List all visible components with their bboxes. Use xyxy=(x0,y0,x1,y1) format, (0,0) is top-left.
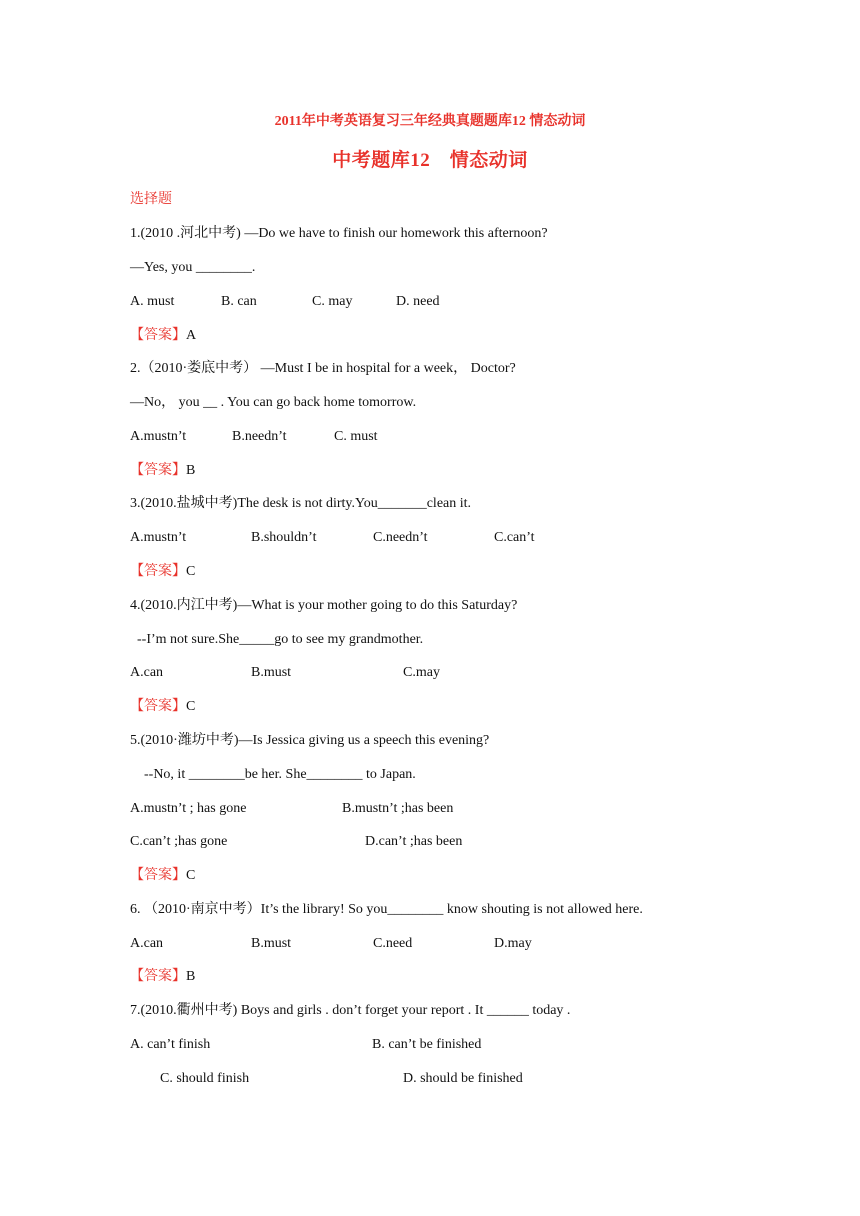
question-6-answer xyxy=(130,967,195,987)
question-6-option-a: A.can xyxy=(130,936,164,951)
question-5-stem: 5.(2010·潍坊中考)—Is Jessica giving us a speech this evening? xyxy=(130,733,490,748)
answer-tag: 【答案】 xyxy=(130,868,186,883)
answer-value: B xyxy=(186,969,196,984)
answer-value: C xyxy=(186,564,196,579)
question-7-option-b: B. can’t be finished xyxy=(372,1037,482,1052)
question-5-option-d: D.can’t ;has been xyxy=(365,834,463,849)
question-3-option-b: B.shouldn’t xyxy=(251,530,317,545)
question-5-reply: --No, it ________be her. She________ to Japan. xyxy=(130,767,416,782)
question-1-reply: —Yes, you ________. xyxy=(130,260,256,275)
question-4-option-b: B.must xyxy=(251,665,292,680)
document-header-title: 2011年中考英语复习三年经典真题题库12 情态动词 xyxy=(274,114,586,129)
answer-tag: 【答案】 xyxy=(130,969,186,984)
question-2-option-c: C. must xyxy=(334,429,378,444)
question-1-answer xyxy=(130,326,196,346)
question-2-stem: 2.（2010·娄底中考） —Must I be in hospital for a week， Doctor? xyxy=(130,361,516,376)
question-6-option-d: D.may xyxy=(494,936,532,951)
section-label: 选择题 xyxy=(130,192,172,207)
question-2-option-b: B.needn’t xyxy=(232,429,287,444)
question-5-option-c: C.can’t ;has gone xyxy=(130,834,228,849)
question-3-option-d: C.can’t xyxy=(494,530,535,545)
question-2-option-a: A.mustn’t xyxy=(130,429,187,444)
question-2-answer xyxy=(130,461,195,481)
answer-tag: 【答案】 xyxy=(130,463,186,478)
question-5-option-a: A.mustn’t ; has gone xyxy=(130,801,247,816)
question-6-stem: 6. （2010·南京中考）It’s the library! So you________ know shouting is not allowed here. xyxy=(130,902,643,917)
question-1-option-d: D. need xyxy=(396,294,440,309)
question-3-stem: 3.(2010.盐城中考)The desk is not dirty.You_______clean it. xyxy=(130,496,472,511)
question-6-option-c: C.need xyxy=(373,936,413,951)
answer-value: B xyxy=(186,463,196,478)
question-1-stem: 1.(2010 .河北中考) —Do we have to finish our homework this afternoon? xyxy=(130,226,548,241)
answer-value: A xyxy=(186,328,197,343)
answer-tag: 【答案】 xyxy=(130,699,186,714)
question-3-answer xyxy=(130,562,195,582)
question-3-option-a: A.mustn’t xyxy=(130,530,187,545)
question-4-reply: --I’m not sure.She_____go to see my grandmother. xyxy=(130,632,424,647)
question-6-option-b: B.must xyxy=(251,936,292,951)
answer-tag: 【答案】 xyxy=(130,564,186,579)
question-7-option-a: A. can’t finish xyxy=(130,1037,211,1052)
question-3-option-c: C.needn’t xyxy=(373,530,428,545)
question-4-answer xyxy=(130,697,195,717)
answer-value: C xyxy=(186,868,196,883)
question-4-stem: 4.(2010.内江中考)—What is your mother going to do this Saturday? xyxy=(130,598,518,613)
document-main-title: 中考题库12 情态动词 xyxy=(332,150,528,171)
question-5-option-b: B.mustn’t ;has been xyxy=(342,801,454,816)
question-1-option-a: A. must xyxy=(130,294,175,309)
question-5-answer xyxy=(130,866,195,886)
question-7-stem: 7.(2010.衢州中考) Boys and girls . don’t forget your report . It ______ today . xyxy=(130,1003,571,1018)
answer-value: C xyxy=(186,699,196,714)
question-4-option-c: C.may xyxy=(403,665,440,680)
answer-tag: 【答案】 xyxy=(130,328,186,343)
question-7-option-d: D. should be finished xyxy=(403,1071,523,1086)
question-2-reply: —No， you __ . You can go back home tomorrow. xyxy=(130,395,417,410)
question-1-option-b: B. can xyxy=(221,294,257,309)
question-4-option-a: A.can xyxy=(130,665,164,680)
question-1-option-c: C. may xyxy=(312,294,353,309)
question-7-option-c: C. should finish xyxy=(160,1071,250,1086)
